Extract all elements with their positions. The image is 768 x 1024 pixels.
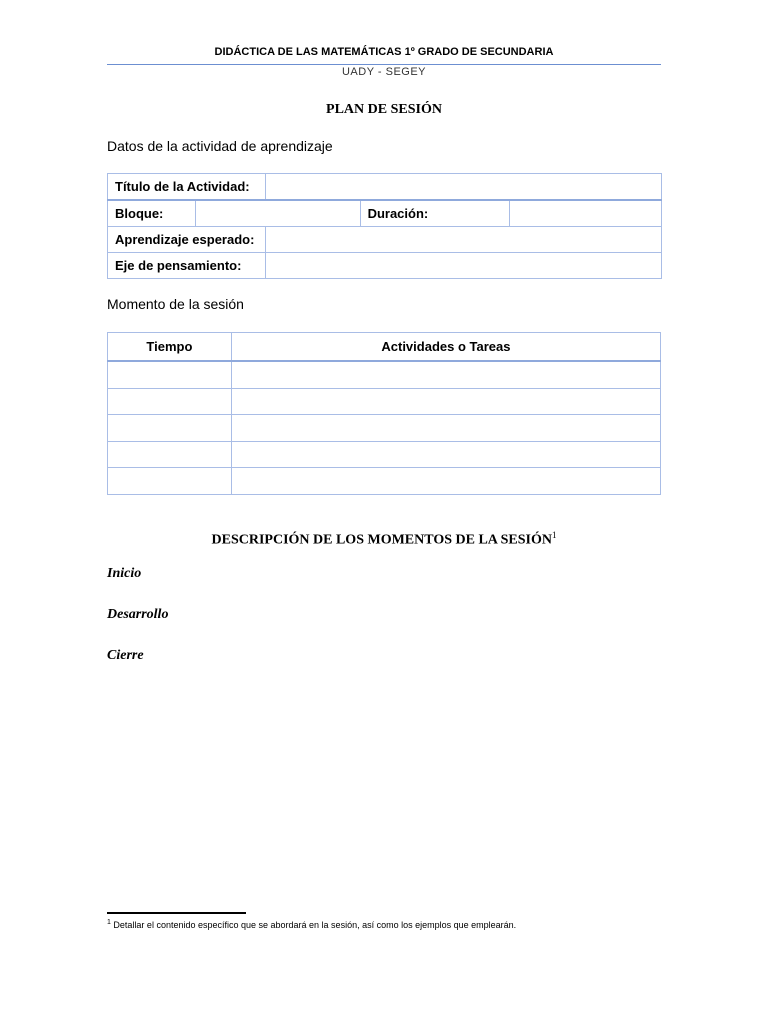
header-title: DIDÁCTICA DE LAS MATEMÁTICAS 1º GRADO DE SECUNDARIA [214,46,554,58]
tiempo-cell[interactable] [108,388,232,415]
footnote [107,919,516,930]
moment-table-body [108,361,661,494]
tiempo-cell[interactable] [108,361,232,388]
table-row [108,468,661,495]
description-title-text: DESCRIPCIÓN DE LOS MOMENTOS DE LA SESIÓN [211,532,552,548]
table-row [108,200,662,227]
header-divider [107,64,661,65]
table-row [108,388,661,415]
actividades-cell[interactable] [231,388,660,415]
activity-data-table [107,173,662,279]
eje-label: Eje de pensamiento: [108,253,266,279]
duracion-label: Duración: [360,200,510,227]
tiempo-cell[interactable] [108,415,232,442]
activity-section-heading: Datos de la actividad de aprendizaje [107,138,333,154]
table-row [108,415,661,442]
plan-title: PLAN DE SESIÓN [326,102,442,117]
footnote-marker: 1 [107,919,111,926]
tiempo-column-header: Tiempo [108,333,232,362]
bloque-label: Bloque: [108,200,196,227]
description-title [0,530,768,549]
footnote-separator [107,912,246,914]
aprendizaje-field[interactable] [265,227,661,253]
tiempo-cell[interactable] [108,468,232,495]
footnote-reference[interactable]: 1 [551,530,557,540]
table-row [108,441,661,468]
actividades-cell[interactable] [231,441,660,468]
bloque-field[interactable] [195,200,360,227]
footnote-text: Detallar el contenido específico que se abordará en la sesión, así como los ejemplos que emplearán. [113,920,517,930]
table-row [108,227,662,253]
table-row [108,174,662,201]
tiempo-cell[interactable] [108,441,232,468]
actividades-column-header: Actividades o Tareas [231,333,660,362]
titulo-label: Título de la Actividad: [108,174,266,201]
duracion-field[interactable] [510,200,662,227]
actividades-cell[interactable] [231,468,660,495]
actividades-cell[interactable] [231,361,660,388]
moment-cierre: Cierre [107,648,144,663]
aprendizaje-label: Aprendizaje esperado: [108,227,266,253]
eje-field[interactable] [265,253,661,279]
moment-section-heading: Momento de la sesión [107,296,244,312]
moment-desarrollo: Desarrollo [107,607,169,622]
table-header-row [108,333,661,362]
titulo-field[interactable] [265,174,661,201]
header-subtitle: UADY - SEGEY [341,66,427,78]
table-row [108,361,661,388]
table-row [108,253,662,279]
moment-inicio: Inicio [107,566,142,581]
moment-table [107,332,661,495]
actividades-cell[interactable] [231,415,660,442]
